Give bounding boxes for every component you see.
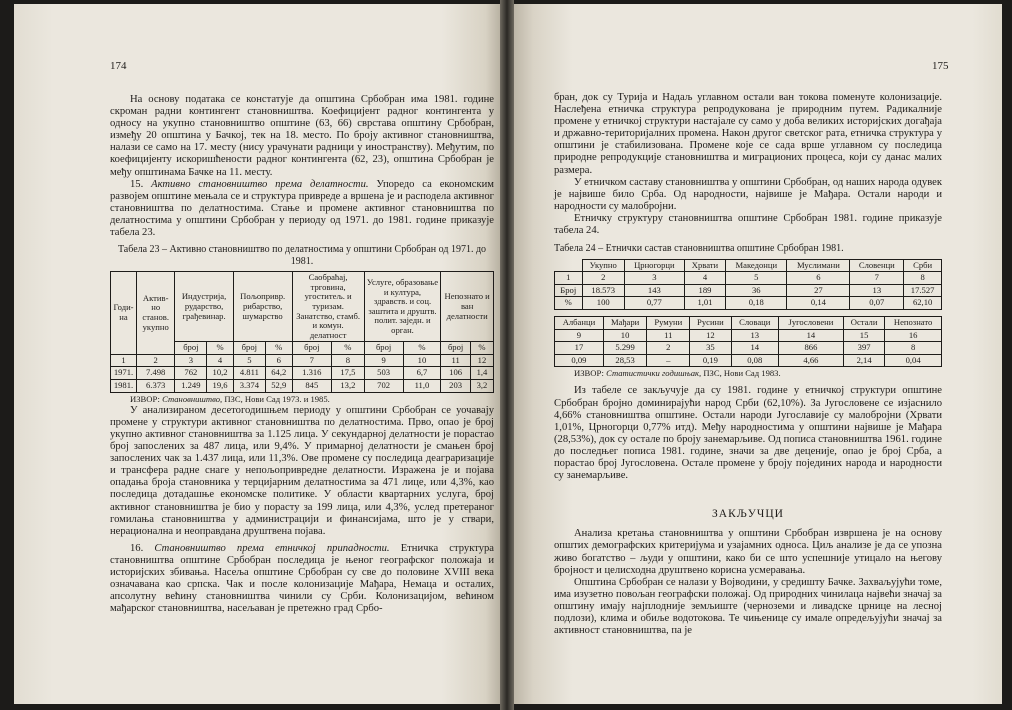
col-header: Словенци xyxy=(850,259,904,272)
col-header: Остали xyxy=(843,317,884,330)
table-cell: 397 xyxy=(843,342,884,355)
table-cell: 64,2 xyxy=(265,367,292,380)
table-cell: 0,09 xyxy=(555,354,604,367)
section-title: Становништво према етничкој припадности. xyxy=(154,542,390,554)
table-cell: 52,9 xyxy=(265,380,292,393)
table-cell: 1 xyxy=(111,354,137,367)
table-cell: 866 xyxy=(778,342,843,355)
table-cell: – xyxy=(647,354,690,367)
table-cell: 5 xyxy=(233,354,265,367)
table-cell: 15 xyxy=(843,329,884,342)
table-row-col-numbers xyxy=(555,329,942,342)
col-header: Црногорци xyxy=(624,259,684,272)
table-cell: 8 xyxy=(332,354,365,367)
table-cell: 4.811 xyxy=(233,367,265,380)
table-cell: 3 xyxy=(624,272,684,285)
section-title: Активно становништво према делатности. xyxy=(151,178,369,190)
col-header: Румуни xyxy=(647,317,690,330)
table-cell: 4 xyxy=(684,272,725,285)
table-cell: 16 xyxy=(885,329,942,342)
table-cell: 36 xyxy=(726,284,787,297)
page-number: 175 xyxy=(932,60,949,72)
table-cell: 14 xyxy=(731,342,778,355)
table-row-count xyxy=(555,342,942,355)
col-header: Албанци xyxy=(555,317,604,330)
paragraph: Анализа кретања становништва у општини Србобран извршена је на основу општих демографских критеријума и узајамних односа. Циљ анализе је да се упозна живо богатство – људи у општини, како би се што успешније утицало на његову бројност и целисходна друштвено корисна усмеравања. xyxy=(554,528,942,576)
table-cell: 189 xyxy=(684,284,725,297)
table-cell: 702 xyxy=(364,380,403,393)
table-cell: 106 xyxy=(441,367,471,380)
table-23-source xyxy=(110,393,494,405)
table-cell: 7 xyxy=(292,354,332,367)
table-row-1981 xyxy=(111,380,494,393)
table-cell: 3.374 xyxy=(233,380,265,393)
table-24-top xyxy=(554,259,942,310)
table-cell: 18.573 xyxy=(582,284,624,297)
unit-count: број xyxy=(292,342,332,355)
table-cell: 6,7 xyxy=(403,367,441,380)
table-cell: 12 xyxy=(470,354,493,367)
right-page xyxy=(514,4,1002,704)
row-label: % xyxy=(555,297,583,310)
table-cell: 11,0 xyxy=(403,380,441,393)
source-title: Статистички годишњак, xyxy=(606,368,702,379)
table-cell: 0,07 xyxy=(850,297,904,310)
book-gutter xyxy=(500,0,514,710)
paragraph: Из табеле се закључује да су 1981. године у етничкој структури општине Србобран бројно доминирајући народ Срби (62,10%). За Југословене се изјаснило 4,66% становништва општине. Остали народи Југославије су малобројни (Хрвати 1,01%, Црногорци 0,77% итд). Међу народностима у општини највише је Мађара (28,53%), док су остале по броју занемарљиве. Од пописа становништва 1961. године до последњег пописа 1981. године, значи за две деценије, опао је број Срба, а порастао број Југословена. Остале промене у броју појединих народа и народности су занемарљиве. xyxy=(554,385,942,482)
col-header-unknown: Непознато и ван делатности xyxy=(441,272,494,342)
col-header-year: Годи-на xyxy=(111,272,137,355)
table-row-col-numbers xyxy=(555,272,942,285)
paragraph: бран, док су Турија и Надаљ углавном остали ван токова поменуте колонизације. Наслеђена етничка структура репродукована је природним путем. Радикалније промене у етничкој структури настајале су само у доба великих историјских догађаја и државно-територијалних промена. Након другог светског рата, етничка структура у општини је стабилизована. Промене које се сада врше углавном су последица природне репродукције становништва и миграционих процеса, који су данас малих размера. xyxy=(554,92,942,176)
source-label: ИЗВОР: xyxy=(130,393,160,404)
table-cell: 3 xyxy=(175,354,207,367)
unit-count: број xyxy=(175,342,207,355)
table-cell: 17.527 xyxy=(904,284,942,297)
table-cell: 8 xyxy=(904,272,942,285)
paragraph: У етничком саставу становништва у општини Србобран, од наших народа одувек је највише било Срба. Од народности, највише је Мађара. Остали народи и народности су малобројни. xyxy=(554,176,942,212)
section-number: 16. xyxy=(130,542,144,554)
col-header: Непознато xyxy=(885,317,942,330)
table-cell: 7.498 xyxy=(136,367,174,380)
source-label: ИЗВОР: xyxy=(574,368,604,379)
left-text-column xyxy=(110,94,494,615)
table-cell: 5 xyxy=(726,272,787,285)
table-cell: 10 xyxy=(403,354,441,367)
table-row-1971 xyxy=(111,367,494,380)
table-cell: 8 xyxy=(885,342,942,355)
col-header: Македонци xyxy=(726,259,787,272)
table-cell: 2 xyxy=(582,272,624,285)
unit-pct: % xyxy=(332,342,365,355)
col-header: Муслимани xyxy=(787,259,850,272)
col-header: Русини xyxy=(690,317,731,330)
unit-count: број xyxy=(364,342,403,355)
table-cell: 17,5 xyxy=(332,367,365,380)
table-cell: 1,4 xyxy=(470,367,493,380)
table-cell: 11 xyxy=(647,329,690,342)
table-cell: 35 xyxy=(690,342,731,355)
table-cell: 62,10 xyxy=(904,297,942,310)
col-header: Мађари xyxy=(603,317,646,330)
table-row-percent xyxy=(555,354,942,367)
table-cell: 4 xyxy=(207,354,233,367)
table-cell: 2 xyxy=(647,342,690,355)
paragraph: На основу података се констатује да општина Србобран има 1981. године скроман радни контингент становништва. Коефицијент радног контингента у односу на укупно становништво општине (63, 66) сврстава општину Србобран, између 20 општина у Бачкој, тек на 18. место. По броју активног становништва, налази се само на 17. месту (нису урачунати радници у иностранству). Међутим, по коефицијенту искоришћености радног контингента (62, 23), општина Србобран је међу општинама Бачке на 11. месту. xyxy=(110,94,494,178)
table-cell: 5.299 xyxy=(603,342,646,355)
table-row-count xyxy=(555,284,942,297)
unit-count: број xyxy=(441,342,471,355)
table-cell: 1 xyxy=(555,272,583,285)
unit-pct: % xyxy=(470,342,493,355)
table-cell: 845 xyxy=(292,380,332,393)
table-cell: 0,18 xyxy=(726,297,787,310)
section-text: Етничка структура становништва општине Србобран последица је њеног географског положаја и историјских збивања. Насеља општине Србобран су све до половине XVIII века означавана као српска. Чак и после колонизације Мађара, Немаца и осталих, апсолутну већину становништва чинили су Срби. Колонизацијом, већином мађарског становништва, насељаван је претежно град Србо- xyxy=(110,542,494,615)
table-24-source xyxy=(554,367,942,379)
table-cell: 0,14 xyxy=(787,297,850,310)
table-cell: 0,04 xyxy=(885,354,942,367)
unit-count: број xyxy=(233,342,265,355)
col-header: Југословени xyxy=(778,317,843,330)
table-cell: 19,6 xyxy=(207,380,233,393)
table-cell: 203 xyxy=(441,380,471,393)
paragraph: Општина Србобран се налази у Војводини, у средишту Бачке. Захваљујући томе, има изузетно повољан географски положај. Од природних чинилаца највећи значај за општину имају најплодније земљиште (черноземи и ливадске црнице на лесној подлози), клима и обиље водотокова. Те чињенице су имале опредељујући значај за активност становништва, па је xyxy=(554,576,942,637)
row-label: Број xyxy=(555,284,583,297)
table-cell: 27 xyxy=(787,284,850,297)
unit-pct: % xyxy=(265,342,292,355)
table-cell: 3,2 xyxy=(470,380,493,393)
table-cell: 6.373 xyxy=(136,380,174,393)
table-cell: 4,66 xyxy=(778,354,843,367)
table-cell: 0,08 xyxy=(731,354,778,367)
table-cell: 13 xyxy=(731,329,778,342)
table-cell: 9 xyxy=(364,354,403,367)
source-rest: ПЗС, Нови Сад 1983. xyxy=(701,368,781,379)
table-cell: 6 xyxy=(265,354,292,367)
source-rest: ПЗС, Нови Сад 1973. и 1985. xyxy=(222,393,330,404)
paragraph: Етничку структуру становништва општине Србобран 1981. године приказује табела 24. xyxy=(554,212,942,237)
table-24-caption: Табела 24 – Етнички састав становништва општине Србобран 1981. xyxy=(554,243,844,255)
unit-pct: % xyxy=(403,342,441,355)
table-cell: 1.316 xyxy=(292,367,332,380)
col-header-services: Услуге, образовање и култура, здравств. и соц. заштита и друштв. полит. заједн. и орган. xyxy=(364,272,441,342)
table-24-bottom xyxy=(554,316,942,367)
table-cell: 28,53 xyxy=(603,354,646,367)
section-heading: ЗАКЉУЧЦИ xyxy=(712,508,784,521)
table-cell: 10 xyxy=(603,329,646,342)
table-cell: 143 xyxy=(624,284,684,297)
table-row-percent xyxy=(555,297,942,310)
table-cell: 1,01 xyxy=(684,297,725,310)
table-cell: 9 xyxy=(555,329,604,342)
table-cell: 1981. xyxy=(111,380,137,393)
table-23-caption: Табела 23 – Активно становништво по делатностима у општини Србобран од 1971. до 1981. xyxy=(117,244,487,267)
table-cell: 100 xyxy=(582,297,624,310)
left-page xyxy=(14,4,500,704)
source-title: Становништво, xyxy=(162,393,223,404)
paragraph: У анализираном десетогодишњем периоду у општини Србобран се уочавају промене у структури активног становништва по делатностима. Прво, опао је број укупно активног становништва за 1.125 лица. У секундарној делатности је порастао број запослених за 487 лица, или 9,4%. У примарној делатности је смањен број запослених чак за 1.437 лица, или 11,3%. Ове промене су последица деаграризације и трансфера радне снаге у непољопривредне делатности. Изражена је и појава опадања броја становника у терцијарним делатностима за 471 лице, или 4,3%, као последица дотадашње економске политике. У области квартарних услуга, број активног становништва је био у порасту за 199 лица, или 4,3%, услед претераног гомилања становништва у администрацији и финансијама, што је у ствари, нерационална и неоправдана друштвена појава. xyxy=(110,404,494,537)
paragraph-section-15 xyxy=(110,179,494,239)
unit-pct: % xyxy=(207,342,233,355)
right-text-column xyxy=(554,92,942,637)
table-cell: 0,19 xyxy=(690,354,731,367)
col-header: Словаци xyxy=(731,317,778,330)
page-number: 174 xyxy=(110,60,127,72)
table-cell: 14 xyxy=(778,329,843,342)
col-header: Срби xyxy=(904,259,942,272)
table-cell: 0,77 xyxy=(624,297,684,310)
col-header-industry: Индустрија, рударство, грађевинар. xyxy=(175,272,233,342)
table-cell: 2 xyxy=(136,354,174,367)
table-cell: 10,2 xyxy=(207,367,233,380)
table-cell: 13 xyxy=(850,284,904,297)
table-cell: 1971. xyxy=(111,367,137,380)
table-cell: 503 xyxy=(364,367,403,380)
table-cell: 12 xyxy=(690,329,731,342)
table-cell: 11 xyxy=(441,354,471,367)
table-cell: 1.249 xyxy=(175,380,207,393)
section-text: Упоредо са економским развојем општине мењала се и структура привреде а вршена је и расподела активног становништва по делатностима. Стање и промене активног становништва по делатностима у општини Србобран у периоду од 1971. до 1981. године приказује табела 23. xyxy=(110,178,494,239)
table-cell: 6 xyxy=(787,272,850,285)
table-cell: 13,2 xyxy=(332,380,365,393)
table-23 xyxy=(110,271,494,393)
col-header-agriculture: Пољопривр. рибарство, шумарство xyxy=(233,272,292,342)
section-number: 15. xyxy=(130,178,144,190)
col-header-transport: Саобраћај, трговина, угоститељ. и туризам. Занатство, стамб. и комун. делатност xyxy=(292,272,364,342)
table-cell: 2,14 xyxy=(843,354,884,367)
col-header-active: Актив-но станов. укупно xyxy=(136,272,174,355)
table-cell: 762 xyxy=(175,367,207,380)
table-cell: 7 xyxy=(850,272,904,285)
table-corner xyxy=(555,259,583,272)
col-header: Хрвати xyxy=(684,259,725,272)
table-row-col-numbers xyxy=(111,354,494,367)
paragraph-section-16 xyxy=(110,543,494,616)
col-header: Укупно xyxy=(582,259,624,272)
table-cell: 17 xyxy=(555,342,604,355)
